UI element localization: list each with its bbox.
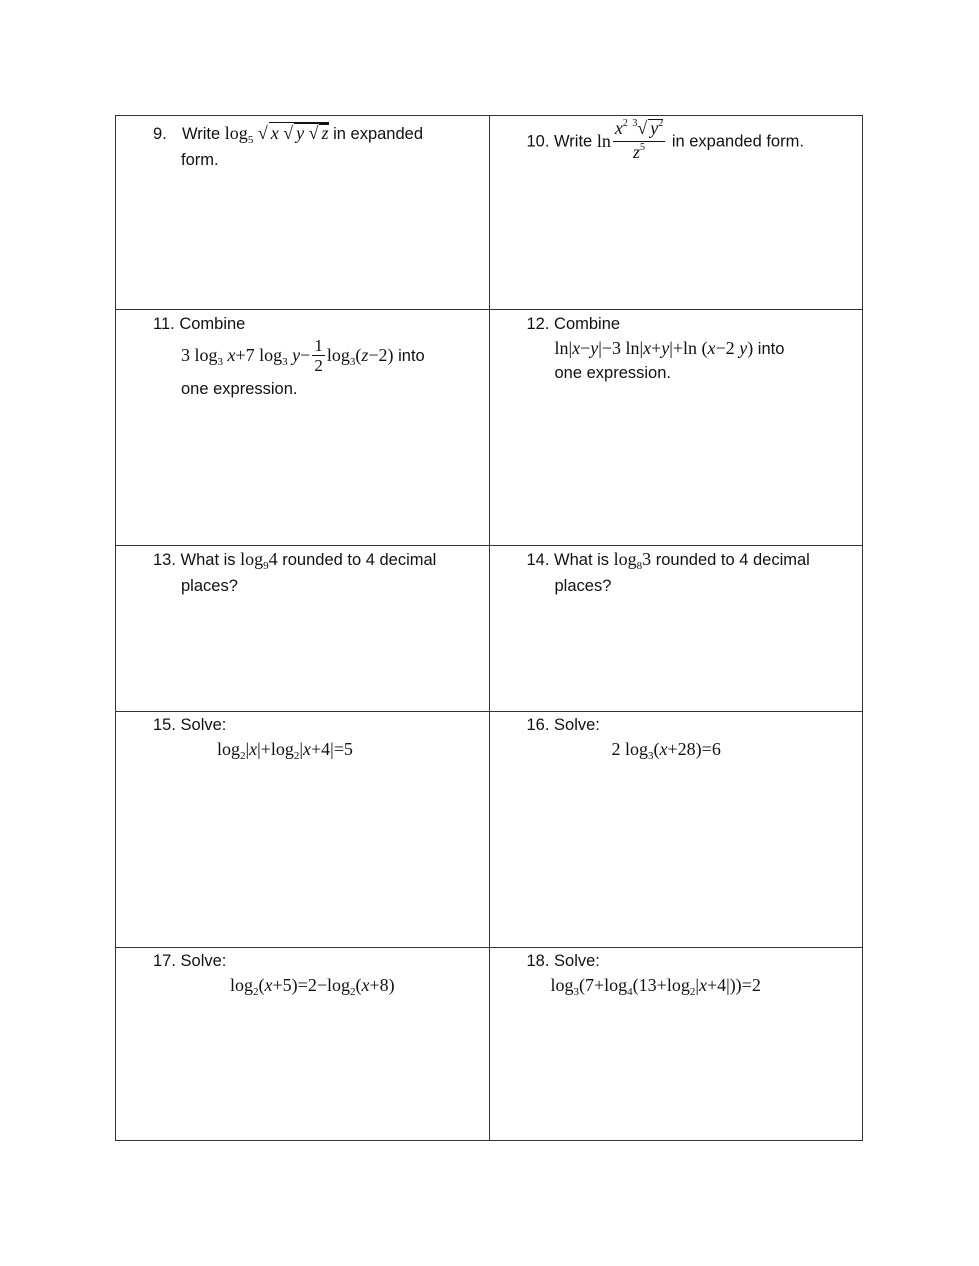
- problem-13: 13. What is $\log_94$ rounded to 4 decimal places?: [153, 549, 437, 595]
- problem-17: 17. Solve: $\log_2(x+5)=2-\log_2(x+8)$: [153, 952, 395, 998]
- problem-11-expression: 3 $\log_3 x+7$ $\log_3 y-$ $\frac{1}{2}$ $\log_3(z-2)$: [181, 336, 394, 376]
- problem-16-cell: [489, 712, 863, 948]
- problem-13-expression: $\log_94$: [240, 549, 278, 572]
- problem-11-cell: [116, 310, 490, 546]
- problem-14: 14. What is $\log_83$ rounded to 4 decimal places?: [526, 549, 810, 595]
- problem-grid: [115, 115, 863, 1141]
- problem-9-cell: [116, 116, 490, 310]
- problem-17-cell: [116, 948, 490, 1141]
- problem-12-cell: [489, 310, 863, 546]
- problem-12: 12. Combine ln|x−y|−3 ln|x+y|+ln (x−2 y) into one expression.: [526, 315, 785, 382]
- problem-16: 16. Solve: 2 $\log_3(x+28)=6$: [526, 716, 721, 762]
- problem-18-equation: $\log_3(7+\log_4(13+\log_2|x+4|))=2$: [550, 975, 761, 998]
- problem-10-expression: ln $\frac{x^2 ^3√ y^2}{z^5}$: [596, 118, 664, 162]
- problem-15: 15. Solve: $\log_2|x|+\log_2|x+4|=5$: [153, 716, 353, 762]
- problem-18: 18. Solve: $\log_3(7+\log_4(13+\log_2|x+4|))=2$: [526, 952, 761, 998]
- problem-13-cell: [116, 546, 490, 712]
- problem-10-cell: [489, 116, 863, 310]
- problem-18-cell: [489, 948, 863, 1141]
- problem-9: 9. Write $\log_5$ √ x √ y √ z in expanded form.: [153, 123, 424, 169]
- problem-11: 11. Combine 3 $\log_3 x+7$ $\log_3 y-$ $\frac{1}{2}$ $\log_3(z-2)$ into one expression.: [153, 315, 425, 398]
- problem-15-equation: $\log_2|x|+\log_2|x+4|=5$: [217, 739, 353, 762]
- problem-16-equation: 2 $\log_3(x+28)=6$: [611, 739, 721, 762]
- problem-12-expression: ln|x−y|−3 ln|x+y|+ln (x−2 y): [554, 338, 754, 358]
- problem-17-equation: $\log_2(x+5)=2-\log_2(x+8)$: [230, 975, 395, 998]
- problem-14-cell: [489, 546, 863, 712]
- problem-15-cell: [116, 712, 490, 948]
- problem-14-expression: $\log_83$: [613, 549, 652, 572]
- problem-10: 10. Write ln $\frac{x^2 ^3√ y^2}{z^5}$ in expanded form.: [526, 118, 804, 162]
- problem-9-expression: $\log_5$ √ x √ y √ z: [224, 123, 329, 146]
